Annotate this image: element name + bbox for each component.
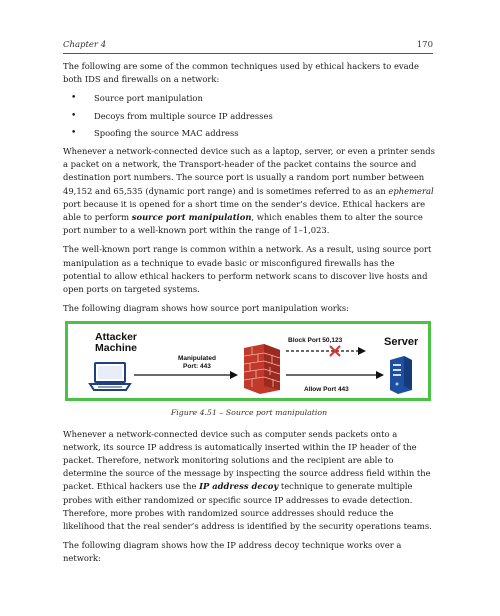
intro-paragraph: The following are some of the common techniques used by ethical hackers to evade both IDS and firewalls on a network: <box>63 61 419 85</box>
list-item: • Source port manipulation <box>63 92 435 105</box>
body-text <box>63 60 435 572</box>
source-port-paragraph <box>63 145 435 237</box>
page-header <box>63 40 433 54</box>
server-label: Server <box>384 336 419 349</box>
emphasis-ephemeral: ephemeral <box>388 185 434 196</box>
decoy-diagram-intro-paragraph: The following diagram shows how the IP address decoy technique works over a network: <box>63 540 402 564</box>
diagram-intro-paragraph: The following diagram shows how source port manipulation works: <box>63 303 349 314</box>
server-icon <box>386 354 416 394</box>
block-x-icon <box>328 344 342 358</box>
text-run: Whenever a network-connected device such as computer sends packets onto a network, its source IP address is automatically inserted within the IP header of the packet. Therefore, network monitoring solutions and the recipient are able to determine the source of the message by inspecting the source address field within the packet. Ethical hackers use the <box>63 428 431 492</box>
figure-caption: Figure 4.51 – Source port manipulation <box>170 408 328 418</box>
firewall-icon <box>240 342 284 396</box>
arrow-to-firewall <box>134 370 238 380</box>
chapter-title: Chapter 4 <box>63 40 107 50</box>
ip-decoy-paragraph <box>63 428 435 534</box>
block-port-label: Block Port 50,123 <box>288 337 343 345</box>
text-run: Whenever a network-connected device such as a laptop, server, or even a printer sends a packet on a network, the Transport-header of the packet contains the source and destination port numbers. The source port is usually a random port number between 49,152 and 65,535 (dynamic port range) and is sometimes referred to as an <box>63 146 435 196</box>
manipulated-port-label <box>178 355 216 371</box>
attacker-label-line: Machine <box>95 342 138 355</box>
text-run: , which enables them to alter the source port number to a well-known port within the range of 1–1,023. <box>63 212 423 236</box>
text-run: technique to generate multiple probes with either randomized or specific source IP addresses to evade detection. Therefore, more probes with randomized source addresses should reduce the likelihood that the real sender’s address is identified by the security operations teams. <box>63 481 432 532</box>
attacker-label <box>95 332 137 354</box>
technique-list <box>63 92 435 140</box>
laptop-icon <box>88 362 132 392</box>
manipulated-port-line: Manipulated <box>178 355 216 363</box>
attacker-label-line: Attacker <box>95 331 138 344</box>
manipulated-port-line: Port: 443 <box>183 363 211 371</box>
text-run: port because it is opened for a short time on the sender’s device. Ethical hackers are able to perform <box>63 198 426 223</box>
list-item: • Spoofing the source MAC address <box>63 127 435 140</box>
term-source-port-manipulation: source port manipulation <box>131 212 252 223</box>
header-rule <box>63 53 433 54</box>
list-item: • Decoys from multiple source IP addresses <box>63 110 435 123</box>
well-known-port-paragraph: The well-known port range is common within a network. As a result, using source port manipulation as a technique to evade basic or misconfigured firewalls has the potential to allow ethical hackers to perform network scans to discover live hosts and open ports on targeted systems. <box>63 244 432 295</box>
source-port-diagram <box>65 321 431 401</box>
allow-port-label: Allow Port 443 <box>304 386 349 394</box>
allowed-arrow <box>286 370 384 380</box>
blocked-arrow <box>286 344 366 358</box>
term-ip-address-decoy: IP address decoy <box>199 481 279 492</box>
page-number: 170 <box>416 40 433 50</box>
